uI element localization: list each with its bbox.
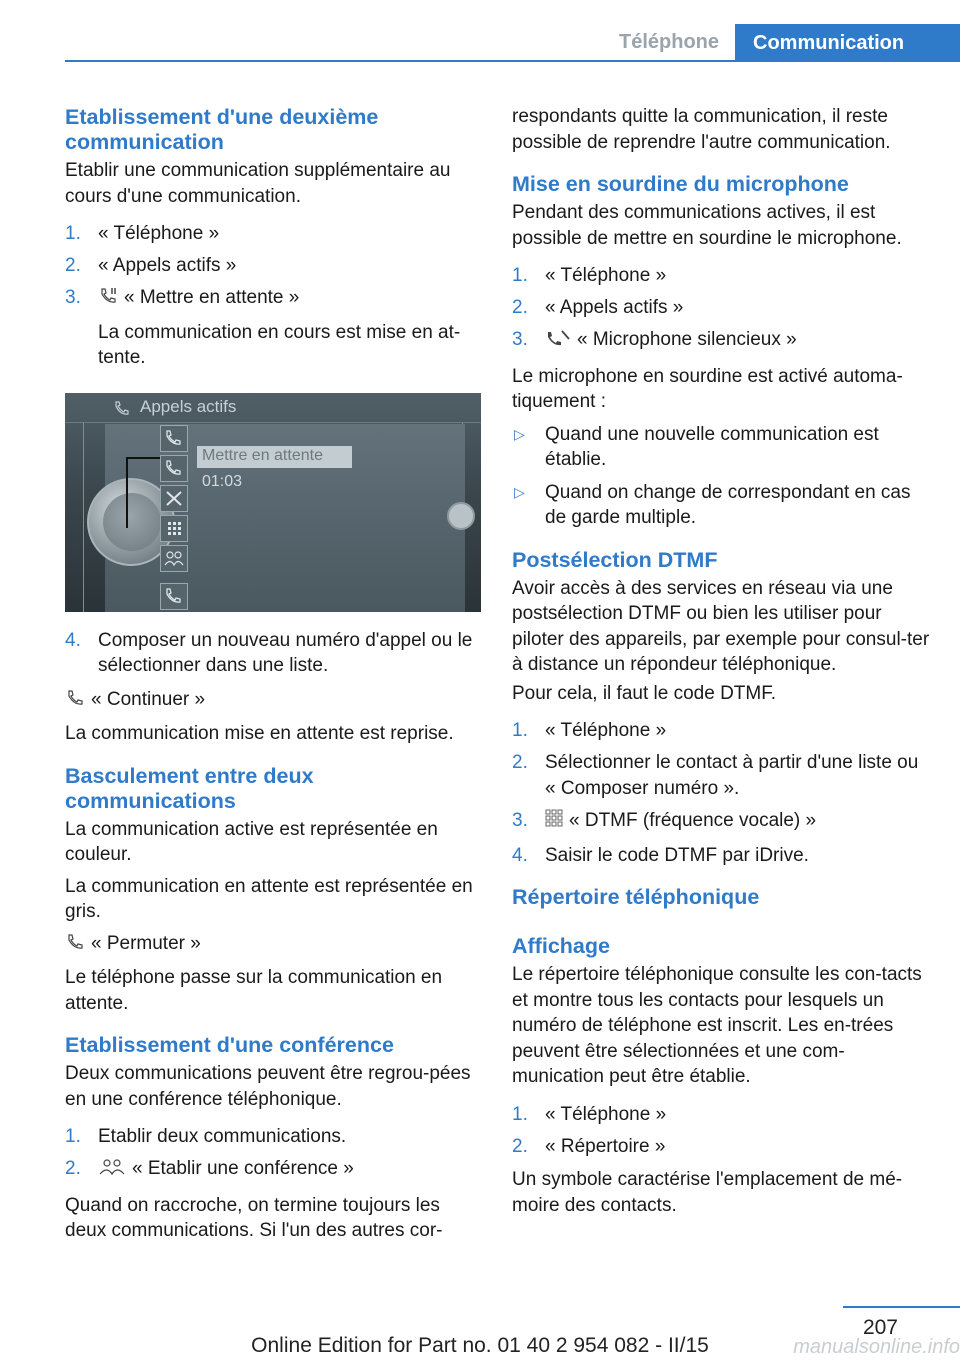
- step-number: 3.: [65, 287, 81, 308]
- paragraph: Etablir une communication supplémentaire au cours d'une communication.: [65, 160, 451, 207]
- steps-list: [65, 1124, 481, 1185]
- phone-hold-icon: [98, 286, 118, 314]
- list-item: [512, 843, 932, 869]
- list-item: [65, 1156, 481, 1185]
- highlighted-menu-item: [197, 446, 352, 468]
- list-item: [65, 628, 481, 679]
- paragraph: Avoir accès à des services en réseau via une postsélection DTMF ou bien les utiliser pour piloter des appareils, par exemple pour consul‐ter à distance un répondeur téléphonique.: [512, 577, 930, 675]
- list-item: [65, 285, 481, 371]
- section-title-conference: Etablissement d'une conférence: [65, 1033, 394, 1057]
- paragraph: Le microphone en sourdine est activé automa‐tiquement :: [512, 365, 903, 412]
- edition-footer: Online Edition for Part no. 01 40 2 954 082 - II/15: [251, 1334, 709, 1357]
- paragraph: Pendant des communications actives, il est possible de mettre en sourdine le microphone.: [512, 202, 902, 249]
- paragraph: Pour cela, il faut le code DTMF.: [512, 682, 776, 704]
- paragraph: Un symbole caractérise l'emplacement de mé‐moire des contacts.: [512, 1169, 903, 1216]
- list-item: [512, 263, 932, 289]
- step-text: « Appels actifs »: [545, 297, 684, 318]
- step-number: 1.: [65, 223, 81, 244]
- paragraph: Le répertoire téléphonique consulte les con‐tacts et montre tous les contacts pour lesquels un numéro de téléphone est inscrit. Les en‐trées peuvent être sélectionnées et une com‐munication peut être établie.: [512, 964, 922, 1087]
- frame-line: [83, 423, 84, 612]
- option-button: [447, 502, 475, 530]
- step-text: « Appels actifs »: [98, 255, 237, 276]
- step-text: « Téléphone »: [545, 720, 667, 741]
- list-item: [512, 295, 932, 321]
- pointer-line: [125, 453, 165, 533]
- microphone-mute-icon: [160, 485, 188, 512]
- tab-communication: Communication: [735, 24, 960, 62]
- step-text: « Microphone silencieux »: [577, 329, 797, 350]
- watermark: manualsonline.info: [793, 1336, 960, 1358]
- page-number: 207: [862, 1316, 898, 1339]
- list-item: [512, 422, 932, 473]
- step-number: 3.: [512, 809, 528, 831]
- step-text: « Répertoire »: [545, 1135, 666, 1157]
- screen-title: Appels actifs: [140, 396, 237, 416]
- step-text: Sélectionner le contact à partir d'une liste ou « Composer numéro ».: [545, 752, 919, 799]
- microphone-mute-icon: [545, 328, 571, 356]
- list-item: [512, 1102, 932, 1128]
- left-column: [65, 100, 481, 1244]
- step-text: « Mettre en attente »: [124, 287, 300, 308]
- bullet-text: Quand une nouvelle communication est établie.: [545, 423, 879, 470]
- steps-list: [512, 1102, 932, 1160]
- list-item: [512, 327, 932, 356]
- phone-icon: [160, 583, 188, 610]
- list-item: [512, 808, 932, 837]
- paragraph: Le téléphone passe sur la communication en attente.: [65, 967, 443, 1014]
- step-number: 1.: [512, 265, 528, 286]
- screen-titlebar: [65, 393, 481, 423]
- right-column: [512, 100, 932, 1218]
- dtmf-keypad-icon: [545, 809, 563, 837]
- idrive-screenshot: [65, 393, 481, 612]
- section-title-mute: Mise en sourdine du microphone: [512, 172, 849, 196]
- list-item: [512, 1134, 932, 1160]
- step-number: 4.: [512, 844, 528, 866]
- step-number: 1.: [512, 720, 528, 741]
- header-rule: [65, 60, 960, 62]
- paragraph: respondants quitte la communication, il reste possible de reprendre l'autre communication.: [512, 106, 891, 153]
- list-item: [512, 718, 932, 744]
- continue-text: « Continuer »: [91, 688, 206, 710]
- permute-line: [65, 931, 481, 960]
- tab-telephone: Téléphone: [618, 31, 719, 53]
- step-text: « Etablir une conférence »: [132, 1158, 354, 1179]
- conference-icon: [160, 545, 188, 572]
- bullet-text: Quand on change de correspondant en cas de garde multiple.: [545, 481, 911, 528]
- step-number: 2.: [65, 255, 81, 276]
- step-number: 4.: [65, 629, 81, 651]
- paragraph: La communication en attente est représentée en gris.: [65, 875, 473, 922]
- step-number: 2.: [65, 1158, 81, 1179]
- paragraph: Quand on raccroche, on termine toujours les deux communications. Si l'un des autres cor‐: [65, 1194, 443, 1241]
- step-text: Composer un nouveau numéro d'appel ou le sélectionner dans une liste.: [98, 629, 473, 676]
- step-text: « DTMF (fréquence vocale) »: [569, 809, 817, 831]
- step-subtext: La communication en cours est mise en at‐tente.: [98, 321, 461, 368]
- phone-icon: [113, 399, 133, 422]
- section-title-phonebook: Répertoire téléphonique: [512, 885, 760, 909]
- section-title-display: Affichage: [512, 934, 610, 958]
- paragraph: La communication mise en attente est reprise.: [65, 723, 454, 744]
- steps-list: [512, 718, 932, 868]
- step-text: « Téléphone »: [98, 223, 220, 244]
- bullet-list: [512, 422, 932, 531]
- step-text: « Téléphone »: [545, 265, 667, 286]
- call-duration: 01:03: [202, 472, 243, 490]
- arrow-marker-icon: ▷: [514, 483, 525, 500]
- continue-line: [65, 687, 481, 716]
- list-item: [65, 1124, 481, 1150]
- step-number: 1.: [512, 1103, 528, 1125]
- section-title-switch: Basculement entre deux communications: [65, 763, 314, 813]
- paragraph: Deux communications peuvent être regrou‐pées en une conférence téléphonique.: [65, 1063, 471, 1110]
- step-text: « Téléphone »: [545, 1103, 667, 1125]
- steps-list: [512, 263, 932, 356]
- step-number: 3.: [512, 329, 528, 350]
- dtmf-keypad-icon: [160, 515, 188, 542]
- paragraph: La communication active est représentée en couleur.: [65, 818, 438, 865]
- list-item: [65, 221, 481, 247]
- step-number: 2.: [512, 297, 528, 318]
- highlighted-menu-label: Mettre en attente: [202, 446, 323, 464]
- section-title-second-call: Etablissement d'une deuxième communication: [65, 105, 379, 154]
- step-text: Saisir le code DTMF par iDrive.: [545, 844, 809, 866]
- phone-hold-icon: [160, 425, 188, 452]
- step-text: Etablir deux communications.: [98, 1126, 347, 1147]
- step-number: 2.: [512, 1135, 528, 1157]
- step-number: 2.: [512, 752, 528, 773]
- permute-text: « Permuter »: [91, 932, 201, 954]
- conference-icon: [98, 1157, 126, 1185]
- section-title-dtmf: Postsélection DTMF: [512, 547, 718, 572]
- phone-icon: [65, 688, 85, 716]
- list-item: [512, 480, 932, 531]
- page-number-rule: [843, 1306, 960, 1308]
- arrow-marker-icon: ▷: [514, 425, 525, 442]
- step-number: 1.: [65, 1126, 81, 1147]
- list-item: [65, 253, 481, 279]
- steps-list: [65, 628, 481, 679]
- phone-hold-icon: [160, 455, 188, 482]
- steps-list: [65, 221, 481, 371]
- screen-icon-column: [160, 425, 190, 611]
- phone-icon: [65, 932, 85, 960]
- list-item: [512, 750, 932, 801]
